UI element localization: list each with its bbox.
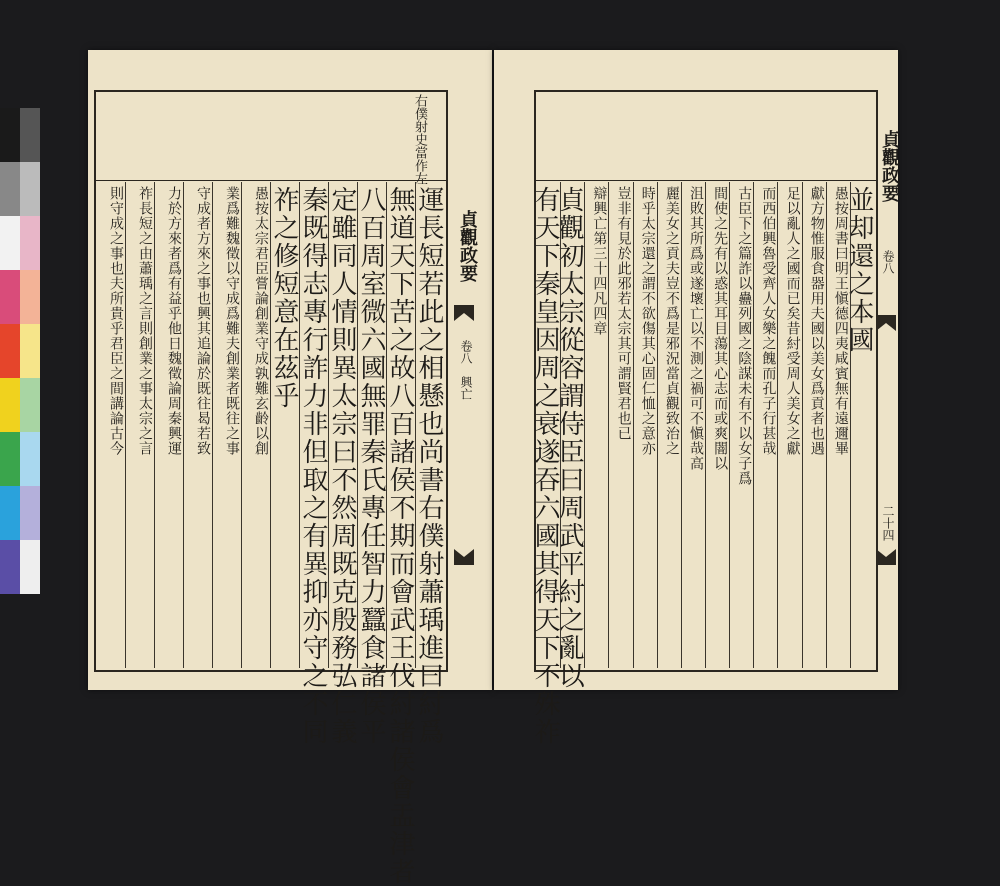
color-swatch xyxy=(0,432,20,486)
color-swatch xyxy=(20,162,40,216)
right-text-column: 並却還之本國 xyxy=(843,186,874,354)
color-swatch xyxy=(0,486,20,540)
color-swatch xyxy=(0,324,20,378)
color-swatch xyxy=(0,108,20,162)
right-page-header-rule xyxy=(534,180,876,181)
right-text-column: 時乎太宗還之謂不欲傷其心固仁恤之意亦 xyxy=(639,186,656,456)
column-divider xyxy=(705,182,706,668)
left-text-column: 則守成之事也夫所貴乎君臣之間講論古今 xyxy=(108,186,124,456)
column-divider xyxy=(560,182,561,668)
column-divider xyxy=(826,182,827,668)
left-margin-subtitle: 卷八 興亡 xyxy=(459,340,473,400)
color-swatch xyxy=(0,216,20,270)
right-margin-title: 貞觀政要 xyxy=(879,130,900,202)
fishtail-mark-icon xyxy=(876,545,896,565)
column-divider xyxy=(328,182,329,668)
left-text-column: 秦既得志專行詐力非但取之有異抑亦守之不同 xyxy=(298,186,328,746)
color-swatch xyxy=(20,486,40,540)
left-margin-title: 貞觀政要 xyxy=(457,210,478,282)
right-text-column: 間使之先有以惑其耳目蕩其心志而或爽闇以 xyxy=(712,186,729,471)
column-divider xyxy=(154,182,155,668)
column-divider xyxy=(357,182,358,668)
color-swatch xyxy=(20,108,40,162)
column-divider xyxy=(415,182,416,668)
column-divider xyxy=(608,182,609,668)
column-divider xyxy=(584,182,585,668)
left-text-column: 力於方來者爲有益乎他日魏徵論周秦興運 xyxy=(166,186,182,456)
color-swatch xyxy=(0,270,20,324)
column-divider xyxy=(681,182,682,668)
color-swatch xyxy=(20,270,40,324)
right-text-column: 足以亂人之國而已矣昔紂受周人美女之獻 xyxy=(784,186,801,456)
column-divider xyxy=(212,182,213,668)
right-page xyxy=(494,50,900,746)
color-swatch xyxy=(20,216,40,270)
column-divider xyxy=(633,182,634,668)
right-text-column: 豈非有見於此邪若太宗其可謂賢君也已 xyxy=(615,186,632,441)
left-text-column: 定雖同人情則異太宗曰不然周既克殷務弘仁義 xyxy=(327,186,357,746)
right-text-column: 而西伯興魯受齊人女樂之餽而孔子行甚哉 xyxy=(760,186,777,456)
column-divider xyxy=(299,182,300,668)
color-swatch xyxy=(20,324,40,378)
color-calibration-card xyxy=(0,108,40,594)
color-swatch xyxy=(20,378,40,432)
column-divider xyxy=(386,182,387,668)
right-text-column: 貞觀初太宗從容謂侍臣曰周武平紂之亂以 xyxy=(554,186,585,690)
folio-number: 二十四 xyxy=(881,505,895,541)
column-divider xyxy=(270,182,271,668)
left-text-column: 八百周室微六國無罪秦氏專任智力蠶食諸侯平 xyxy=(356,186,386,746)
right-text-column: 沮敗其所爲或遂壞亡以不測之禍可不愼哉高 xyxy=(687,186,704,471)
left-text-column: 運長短若此之相懸也尚書右僕射蕭瑀進曰紂爲 xyxy=(414,186,444,746)
left-page xyxy=(88,50,492,886)
left-page-header-rule xyxy=(94,180,446,181)
fishtail-mark-icon xyxy=(454,305,474,325)
fishtail-mark-icon xyxy=(876,315,896,335)
column-divider xyxy=(777,182,778,668)
color-swatch xyxy=(20,432,40,486)
left-text-column: 無道天下苦之故八百諸侯不期而會武王伐紂諸侯會盂津者 xyxy=(385,186,415,886)
right-text-column: 愚按周書曰明王愼德四夷咸賓無有遠邇畢 xyxy=(832,186,849,456)
left-text-column: 愚按太宗君臣嘗論創業守成孰難玄齡以創 xyxy=(253,186,269,456)
right-text-column: 有天下秦皇因周之衰遂吞六國其得天下不殊祚 xyxy=(530,186,561,746)
color-swatch xyxy=(0,162,20,216)
column-divider xyxy=(753,182,754,668)
column-divider xyxy=(241,182,242,668)
column-divider xyxy=(729,182,730,668)
fishtail-mark-icon xyxy=(454,545,474,565)
color-swatch xyxy=(0,540,20,594)
right-margin-subtitle: 卷八 xyxy=(881,250,895,274)
color-swatch xyxy=(0,378,20,432)
left-text-column: 業爲難魏徵以守成爲難夫創業者既往之事 xyxy=(224,186,240,456)
left-text-column: 祚之修短意在茲乎 xyxy=(269,186,299,410)
column-divider xyxy=(183,182,184,668)
column-divider xyxy=(125,182,126,668)
column-divider xyxy=(850,182,851,668)
left-text-column: 祚長短之由蕭瑀之言則創業之事太宗之言 xyxy=(137,186,153,456)
column-divider xyxy=(802,182,803,668)
right-text-column: 麗美女之貢夫豈不爲是邪況當貞觀致治之 xyxy=(663,186,680,456)
left-head-note: 右僕射史當作左 xyxy=(412,94,427,185)
right-text-column: 辯興亡第三十四凡四章 xyxy=(591,186,608,336)
left-text-column: 守成者方來之事也興其追論於既往曷若致 xyxy=(195,186,211,456)
right-text-column: 獻方物惟服食器用夫國以美女爲貢者也遇 xyxy=(808,186,825,456)
right-text-column: 古臣下之篇詐以蠱列國之陰謀未有不以女子爲 xyxy=(736,186,753,486)
column-divider xyxy=(657,182,658,668)
